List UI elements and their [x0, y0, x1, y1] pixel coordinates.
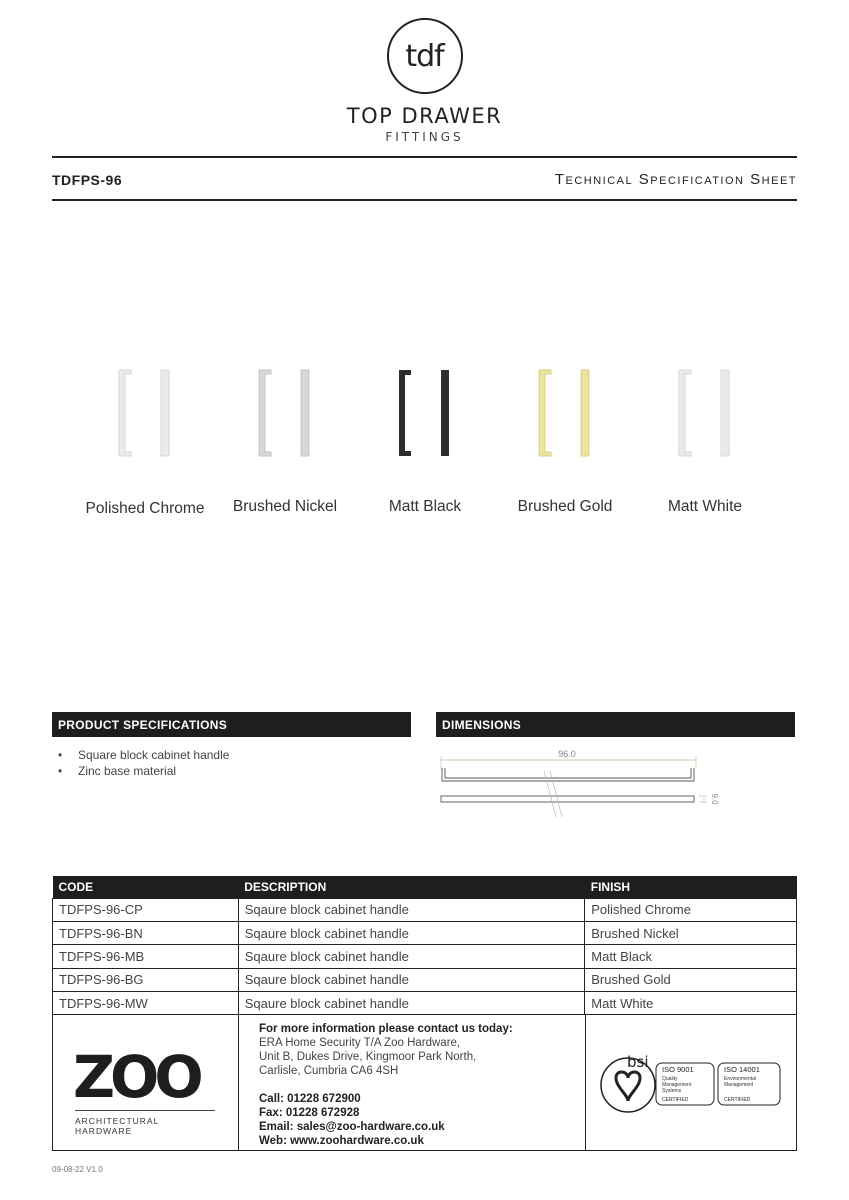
zoo-logo-cell	[53, 1015, 239, 1150]
length-dimension: 96.0	[558, 749, 576, 759]
description-header: DESCRIPTION	[238, 876, 585, 898]
brand-header	[0, 18, 849, 144]
table-row	[53, 968, 797, 991]
handle-image	[115, 368, 175, 458]
spec-list	[58, 748, 229, 780]
address-line: Unit B, Dukes Drive, Kingmoor Park North,	[259, 1051, 477, 1063]
iso-9001-line: Management	[662, 1082, 692, 1088]
table-row	[53, 945, 797, 968]
finish-brushed-gold	[495, 368, 635, 516]
footer-box	[52, 1015, 797, 1151]
description-cell: Sqaure block cabinet handle	[238, 968, 585, 991]
sheet-title: Technical Specification Sheet	[554, 171, 797, 188]
description-cell: Sqaure block cabinet handle	[238, 921, 585, 944]
spec-item: • Square block cabinet handle	[58, 748, 229, 764]
finish-cell: Matt Black	[585, 945, 797, 968]
zoo-subtitle: ARCHITECTURAL HARDWARE	[75, 1110, 215, 1136]
finish-cell: Polished Chrome	[585, 898, 797, 921]
finish-matt-white	[635, 368, 775, 516]
code-cell: TDFPS-96-CP	[53, 898, 239, 921]
brand-subtitle: FITTINGS	[385, 130, 464, 144]
finish-label: Brushed Gold	[517, 498, 613, 515]
certification-cell	[586, 1015, 798, 1150]
contact-cell	[239, 1015, 586, 1150]
product-specs-header: PRODUCT SPECIFICATIONS	[52, 712, 411, 737]
handle-image	[535, 368, 595, 458]
code-header: CODE	[53, 876, 239, 898]
phone-number: Call: 01228 672900	[259, 1093, 361, 1105]
finish-label: Polished Chrome	[85, 500, 205, 517]
iso-14001-certified: CERTIFIED	[724, 1097, 751, 1103]
zoo-logo: ZOO	[73, 1043, 199, 1111]
table-row	[53, 992, 797, 1015]
address-line: ERA Home Security T/A Zoo Hardware,	[259, 1037, 461, 1049]
table-header-row	[53, 876, 797, 898]
website: Web: www.zoohardware.co.uk	[259, 1135, 424, 1147]
finish-cell: Matt White	[585, 992, 797, 1015]
iso-9001-title: ISO 9001	[662, 1065, 694, 1074]
handle-image	[255, 368, 315, 458]
table-row	[53, 921, 797, 944]
email-address: Email: sales@zoo-hardware.co.uk	[259, 1121, 445, 1133]
bsi-certification-logo	[586, 1015, 798, 1151]
finish-label: Brushed Nickel	[232, 498, 338, 515]
handle-image	[675, 368, 735, 458]
depth-dimension: 9.0	[710, 793, 719, 805]
iso-9001-certified: CERTIFIED	[662, 1097, 689, 1103]
code-cell: TDFPS-96-BN	[53, 921, 239, 944]
spec-item: • Zinc base material	[58, 764, 229, 780]
dimension-drawing	[436, 745, 736, 825]
product-code: TDFPS-96	[52, 172, 123, 188]
code-cell: TDFPS-96-MB	[53, 945, 239, 968]
address-line: Carlisle, Cumbria CA6 4SH	[259, 1065, 399, 1077]
iso-14001-line: Environmental	[724, 1076, 756, 1082]
product-table	[52, 876, 797, 1015]
iso-14001-line: Management	[724, 1082, 754, 1088]
handle-image	[395, 368, 455, 458]
finish-brushed-nickel	[215, 368, 355, 516]
finish-header: FINISH	[585, 876, 797, 898]
finish-cell: Brushed Nickel	[585, 921, 797, 944]
table-row	[53, 898, 797, 921]
finish-matt-black	[355, 368, 495, 516]
header-bottom-rule	[52, 199, 797, 201]
dimensions-header: DIMENSIONS	[436, 712, 795, 737]
iso-14001-title: ISO 14001	[724, 1065, 760, 1074]
finish-polished-chrome	[75, 368, 215, 518]
tdf-logo: tdf	[387, 18, 463, 94]
bsi-brand: bsi	[627, 1053, 649, 1071]
fax-number: Fax: 01228 672928	[259, 1107, 360, 1119]
contact-heading: For more information please contact us today:	[259, 1023, 513, 1035]
finish-cell: Brushed Gold	[585, 968, 797, 991]
iso-9001-line: Systems	[662, 1088, 682, 1094]
description-cell: Sqaure block cabinet handle	[238, 992, 585, 1015]
description-cell: Sqaure block cabinet handle	[238, 945, 585, 968]
code-cell: TDFPS-96-MW	[53, 992, 239, 1015]
finish-label: Matt White	[667, 498, 743, 515]
description-cell: Sqaure block cabinet handle	[238, 898, 585, 921]
finish-label: Matt Black	[388, 498, 462, 515]
code-cell: TDFPS-96-BG	[53, 968, 239, 991]
brand-name: TOP DRAWER	[346, 104, 503, 128]
version-label: 09-08-22 V1.0	[52, 1165, 103, 1174]
top-rule	[52, 156, 797, 158]
iso-9001-line: Quality	[662, 1076, 678, 1082]
